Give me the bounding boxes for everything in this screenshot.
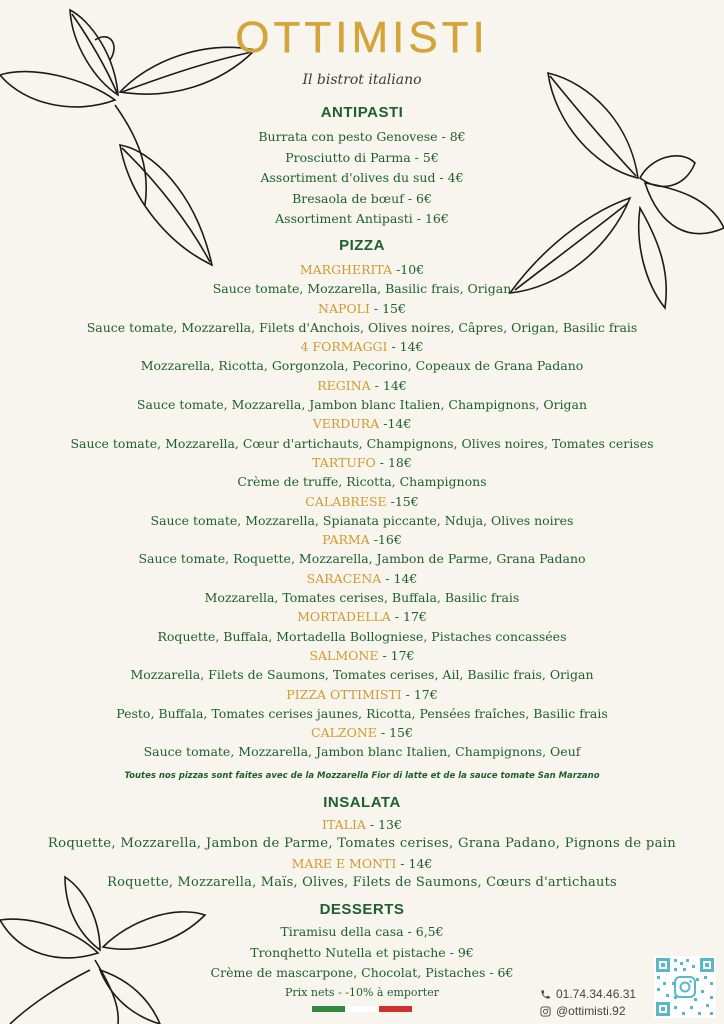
pizza-name: CALABRESE [305,493,387,509]
pizza-note: Toutes nos pizzas sont faites avec de la Mozzarella Fior di latte et de la sauce tomate San Marzano [124,771,600,781]
pizza-list [0,260,724,762]
list-item: Bresaola de bœuf - 6€ [292,190,432,206]
pizza-name-line [0,530,724,549]
qr-code[interactable] [654,956,716,1018]
pizza-name-line [0,723,724,742]
pizza-name: CALZONE [311,725,377,741]
salad-ingredients: Roquette, Mozzarella, Maïs, Olives, Filets de Saumons, Cœurs d'artichauts [107,874,617,890]
pizza-price: - 17€ [390,609,427,625]
prices-note: Prix nets - -10% à emporter [284,986,440,999]
section-title-desserts: DESSERTS [319,901,405,918]
pizza-name: SALMONE [309,647,379,663]
pizza-name: 4 FORMAGGI [300,339,388,355]
pizza-ingredients: Sauce tomate, Mozzarella, Filets d'Anchois, Olives noires, Câpres, Origan, Basilic frais [86,319,638,335]
salad-price: - 14€ [396,855,433,871]
pizza-price: - 17€ [401,686,438,702]
pizza-name: TARTUFO [312,454,376,470]
pizza-price: -15€ [386,493,419,509]
pizza-ingredients: Mozzarella, Ricotta, Gorgonzola, Pecorino, Copeaux de Grana Padano [140,358,584,374]
pizza-name-line [0,453,724,472]
list-item: Assortiment d'olives du sud - 4€ [260,170,464,185]
pizza-name: SARACENA [306,570,382,586]
section-title-insalata: INSALATA [323,794,401,811]
salad-ingredients: Roquette, Mozzarella, Jambon de Parme, Tomates cerises, Grana Padano, Pignons de pain [47,836,677,852]
instagram-icon [540,1006,551,1017]
flag-red-band [379,1006,412,1012]
pizza-price: -10€ [392,262,425,277]
phone-icon [540,989,551,1000]
pizza-name: MARGHERITA [299,262,393,277]
pizza-name-line [0,685,724,704]
salad-name: MARE E MONTI [291,855,397,871]
pizza-name: MORTADELLA [297,609,391,625]
list-item: Burrata con pesto Genovese - 8€ [258,129,466,144]
pizza-ingredients: Sauce tomate, Mozzarella, Basilic frais, Origan [212,281,512,297]
pizza-name: REGINA [317,377,371,393]
pizza-name-line [0,569,724,588]
salad-name-line [0,815,724,834]
pizza-price: - 18€ [375,454,412,470]
flag-white-band [345,1006,378,1012]
pizza-name-line [0,414,724,433]
list-item: Tiramisu della casa - 6,5€ [280,924,444,939]
italian-flag [312,1006,412,1012]
pizza-ingredients: Sauce tomate, Mozzarella, Cœur d'artichauts, Champignons, Olives noires, Tomates cerises [70,435,654,451]
pizza-price: - 14€ [387,339,424,355]
list-item: Prosciutto di Parma - 5€ [285,149,439,165]
pizza-name: NAPOLI [318,300,370,316]
section-title-pizza: PIZZA [339,237,385,254]
salad-name: ITALIA [322,817,366,832]
pizza-ingredients: Sauce tomate, Mozzarella, Jambon blanc Italien, Champignons, Oeuf [143,744,581,760]
salad-name-line [0,854,724,873]
pizza-price: - 17€ [378,647,415,663]
pizza-price: - 14€ [381,570,418,586]
section-title-antipasti: ANTIPASTI [320,104,404,121]
pizza-ingredients: Sauce tomate, Mozzarella, Spianata piccante, Nduja, Olives noires [150,512,574,528]
pizza-ingredients: Sauce tomate, Mozzarella, Jambon blanc Italien, Champignons, Origan [136,397,588,413]
pizza-name-line [0,260,724,279]
instagram-contact[interactable] [540,1004,626,1018]
phone-contact[interactable] [540,987,636,1001]
pizza-ingredients: Mozzarella, Filets de Saumons, Tomates cerises, Ail, Basilic frais, Origan [130,667,594,683]
pizza-ingredients: Mozzarella, Tomates cerises, Buffala, Basilic frais [204,590,520,606]
pizza-price: - 15€ [369,300,406,316]
pizza-price: - 15€ [376,725,413,741]
pizza-name: VERDURA [312,416,380,432]
qr-pattern [654,956,716,1018]
pizza-name-line [0,299,724,318]
phone-number: 01.74.34.46.31 [556,987,637,1001]
pizza-price: -14€ [379,416,412,432]
pizza-name: PIZZA OTTIMISTI [286,686,402,702]
pizza-name-line [0,337,724,356]
list-item: Crème de mascarpone, Chocolat, Pistaches - 6€ [210,965,514,980]
list-item: Tronqhetto Nutella et pistache - 9€ [250,944,474,960]
restaurant-name: OTTIMISTI [235,13,489,62]
pizza-name-line [0,492,724,511]
insalata-list [0,815,724,892]
pizza-name-line [0,646,724,665]
desserts-list [0,922,724,984]
antipasti-list [0,127,724,230]
pizza-ingredients: Pesto, Buffala, Tomates cerises jaunes, Ricotta, Pensées fraîches, Basilic frais [116,705,608,721]
flag-green-band [312,1006,345,1012]
pizza-price: -16€ [369,532,402,548]
pizza-name-line [0,376,724,395]
pizza-price: - 14€ [370,377,407,393]
list-item: Assortiment Antipasti - 16€ [275,211,449,226]
instagram-handle: @ottimisti.92 [556,1004,626,1018]
pizza-ingredients: Sauce tomate, Roquette, Mozzarella, Jambon de Parme, Grana Padano [138,551,586,567]
tagline: Il bistrot italiano [302,72,422,88]
salad-price: - 13€ [365,817,402,832]
pizza-ingredients: Roquette, Buffala, Mortadella Bollogniese, Pistaches concassées [157,628,567,644]
pizza-ingredients: Crème de truffe, Ricotta, Champignons [237,474,487,490]
pizza-name: PARMA [322,532,370,548]
pizza-name-line [0,607,724,626]
